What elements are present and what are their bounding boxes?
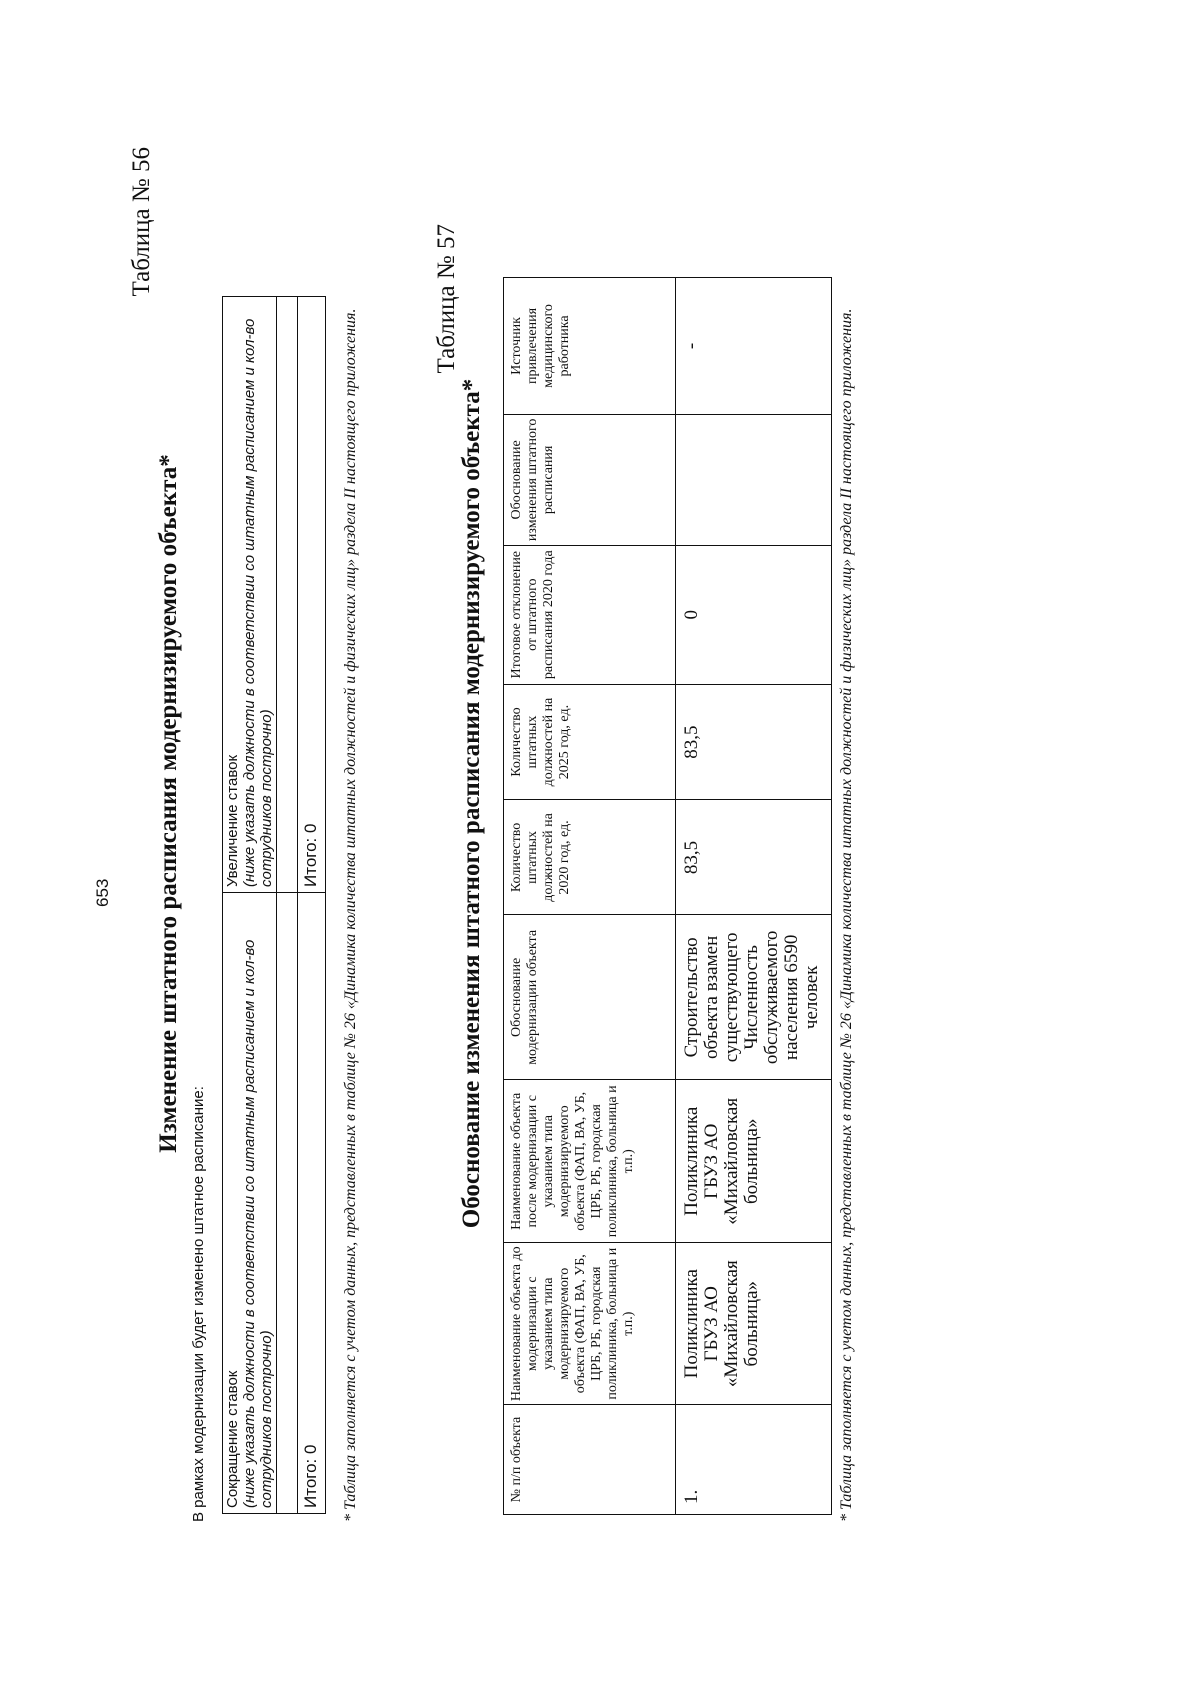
table-row xyxy=(676,278,832,1515)
staffing-justification-table xyxy=(503,277,832,1515)
header-change-reason: Обоснование изменения штатного расписания xyxy=(504,414,676,545)
total-right: Итого: 0 xyxy=(298,297,326,893)
reduction-label: Сокращение ставок xyxy=(224,1370,241,1508)
increase-label: Увеличение ставок xyxy=(224,754,241,887)
cell-number: 1. xyxy=(676,1405,832,1515)
empty-cell xyxy=(277,297,298,893)
cell-staff-2020: 83,5 xyxy=(676,800,832,915)
cell-source: - xyxy=(676,278,832,415)
table-row xyxy=(277,297,298,1514)
cell-change-reason xyxy=(676,414,832,545)
cell-name-after: Поликлиника ГБУЗ АО «Михайловская больница» xyxy=(676,1080,832,1243)
table-57-title: Обоснование изменения штатного расписания модернизируемого объекта* xyxy=(458,378,485,1229)
header-staff-2020: Количество штатных должностей на 2020 год, ед. xyxy=(504,800,676,915)
header-name-after: Наименование объекта после модернизации с указанием типа модернизируемого объекта (ФАП, ВА, УБ, ЦРБ, РБ, городская поликлиника, больница и т.п.) xyxy=(504,1080,676,1243)
table-56-footnote: * Таблица заполняется с учетом данных, представленных в таблице № 26 «Динамика количества штатных должностей и физических лиц» раздела II настоящего приложения. xyxy=(342,308,359,1522)
table-56-label: Таблица № 56 xyxy=(128,147,155,297)
header-name-before: Наименование объекта до модернизации с указанием типа модернизируемого объекта (ФАП, ВА, УБ, ЦРБ, РБ, городская поликлиника, больница и т.п.) xyxy=(504,1243,676,1405)
header-staff-2025: Количество штатных должностей на 2025 год, ед. xyxy=(504,684,676,800)
staffing-change-table xyxy=(222,296,326,1514)
reduction-note: (ниже указать должности в соответствии со штатным расписанием и кол-во сотрудников построчно) xyxy=(241,939,275,1508)
cell-deviation: 0 xyxy=(676,545,832,684)
page-number: 653 xyxy=(93,878,112,907)
increase-header xyxy=(223,297,277,893)
header-deviation: Итоговое отклонение от штатного расписания 2020 года xyxy=(504,545,676,684)
cell-name-before: Поликлиника ГБУЗ АО «Михайловская больница» xyxy=(676,1243,832,1405)
cell-justification: Строительство объекта взамен существующего Численность обслуживаемого населения 6590 человек xyxy=(676,915,832,1080)
table-header-row xyxy=(504,278,676,1515)
cell-staff-2025: 83,5 xyxy=(676,684,832,800)
table-row xyxy=(223,297,277,1514)
header-source: Источник привлечения медицинского работника xyxy=(504,278,676,415)
table-56-intro: В рамках модернизации будет изменено штатное расписание: xyxy=(190,1086,207,1522)
header-justification: Обоснование модернизации объекта xyxy=(504,915,676,1080)
table-57-label: Таблица № 57 xyxy=(433,224,460,374)
total-left: Итого: 0 xyxy=(298,893,326,1514)
table-57-footnote: * Таблица заполняется с учетом данных, представленных в таблице № 26 «Динамика количества штатных должностей и физических лиц» раздела II настоящего приложения. xyxy=(838,308,855,1522)
reduction-header xyxy=(223,893,277,1514)
empty-cell xyxy=(277,893,298,1514)
table-56-title: Изменение штатного расписания модернизируемого объекта* xyxy=(155,454,182,1153)
table-row xyxy=(298,297,326,1514)
header-number: № п/п объекта xyxy=(504,1405,676,1515)
increase-note: (ниже указать должности в соответствии со штатным расписанием и кол-во сотрудников построчно) xyxy=(241,318,275,887)
